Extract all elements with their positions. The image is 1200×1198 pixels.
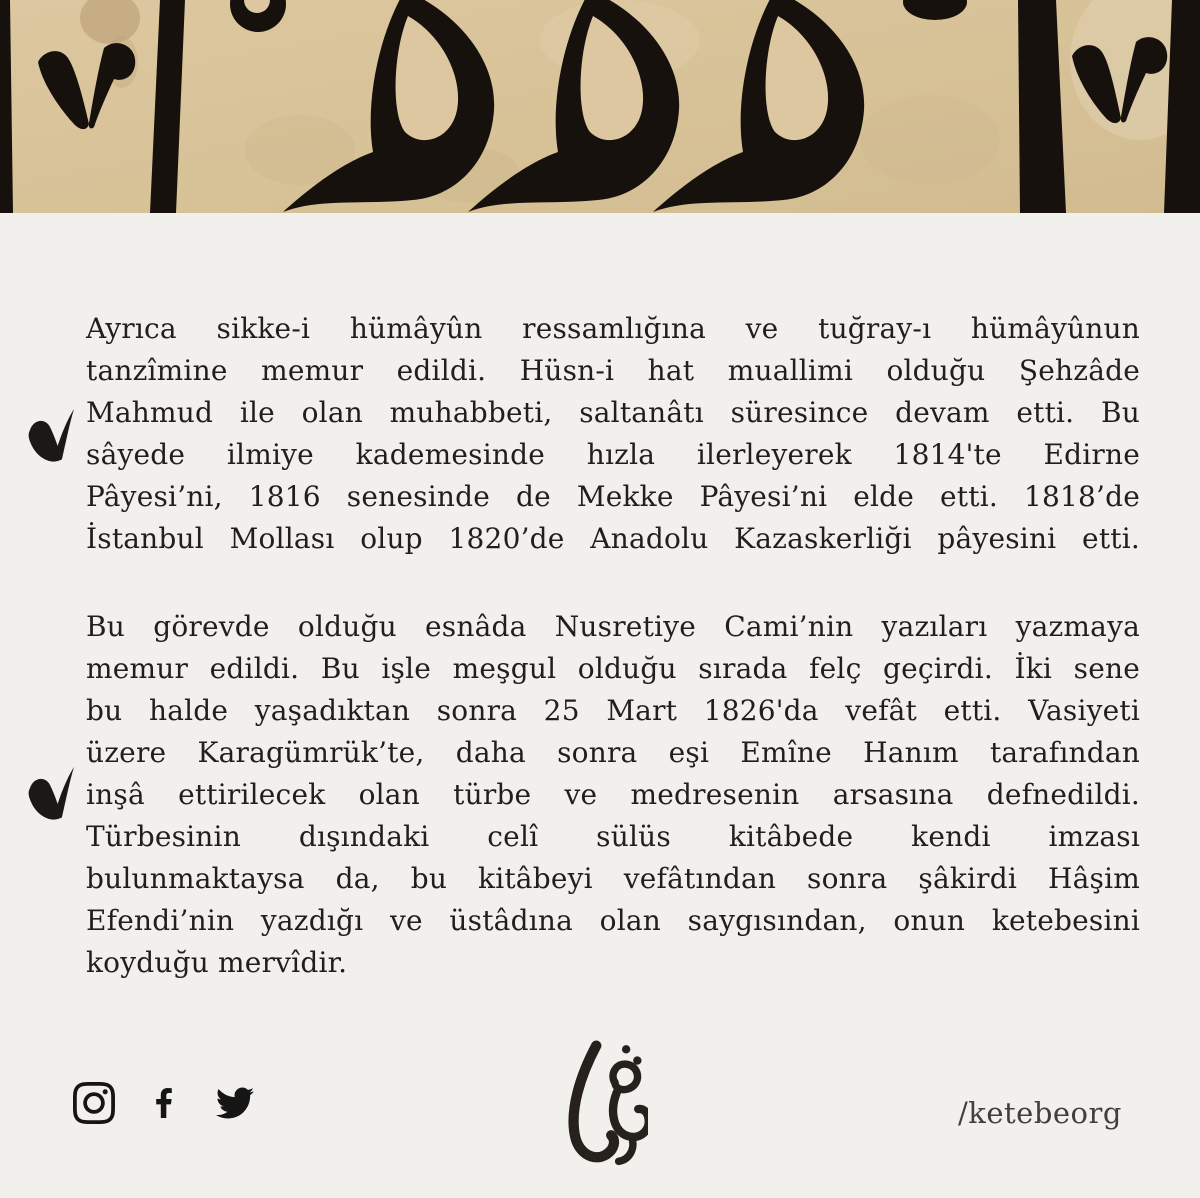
text-line: Pâyesi’ni, 1816 senesinde de Mekke Pâyesi’ni elde etti. 1818’de <box>86 480 1140 513</box>
checkmark-icon <box>22 760 74 824</box>
text-line: Mahmud ile olan muhabbeti, saltanâtı süresince devam etti. Bu <box>86 396 1140 429</box>
ketebe-logo <box>552 1040 648 1166</box>
text-line: koyduğu mervîdir. <box>86 946 348 979</box>
account-handle[interactable]: /ketebeorg <box>958 1096 1122 1130</box>
text-line: üzere Karagümrük’te, daha sonra eşi Emîne Hanım tarafından <box>86 736 1140 769</box>
checkmark-icon <box>22 402 74 466</box>
text-line: tanzîmine memur edildi. Hüsn-i hat muallimi olduğu Şehzâde <box>86 354 1140 387</box>
paragraph-2 <box>86 606 1140 984</box>
text-line: bulunmaktaysa da, bu kitâbeyi vefâtından sonra şâkirdi Hâşim <box>86 862 1140 895</box>
text-line: Türbesinin dışındaki celî sülüs kitâbede kendi imzası <box>86 820 1140 853</box>
text-line: inşâ ettirilecek olan türbe ve medresenin arsasına defnedildi. <box>86 778 1140 811</box>
text-line: Ayrıca sikke-i hümâyûn ressamlığına ve tuğray-ı hümâyûnun <box>86 312 1140 345</box>
text-line: Bu görevde olduğu esnâda Nusretiye Cami’nin yazıları yazmaya <box>86 610 1140 643</box>
facebook-icon[interactable] <box>144 1080 184 1126</box>
instagram-icon[interactable] <box>73 1082 115 1124</box>
twitter-icon[interactable] <box>213 1084 257 1122</box>
text-line: Efendi’nin yazdığı ve üstâdına olan saygısından, onun ketebesini <box>86 904 1140 937</box>
text-line: sâyede ilmiye kademesinde hızla ilerleyerek 1814'te Edirne <box>86 438 1140 471</box>
text-line: memur edildi. Bu işle meşgul olduğu sırada felç geçirdi. İki sene <box>86 652 1140 685</box>
text-line: İstanbul Mollası olup 1820’de Anadolu Kazaskerliği pâyesini etti. <box>86 522 1140 555</box>
social-icons-row <box>73 1080 257 1126</box>
paragraph-1 <box>86 308 1140 560</box>
text-line: bu halde yaşadıktan sonra 25 Mart 1826'da vefât etti. Vasiyeti <box>86 694 1140 727</box>
calligraphy-artwork <box>0 0 1200 213</box>
